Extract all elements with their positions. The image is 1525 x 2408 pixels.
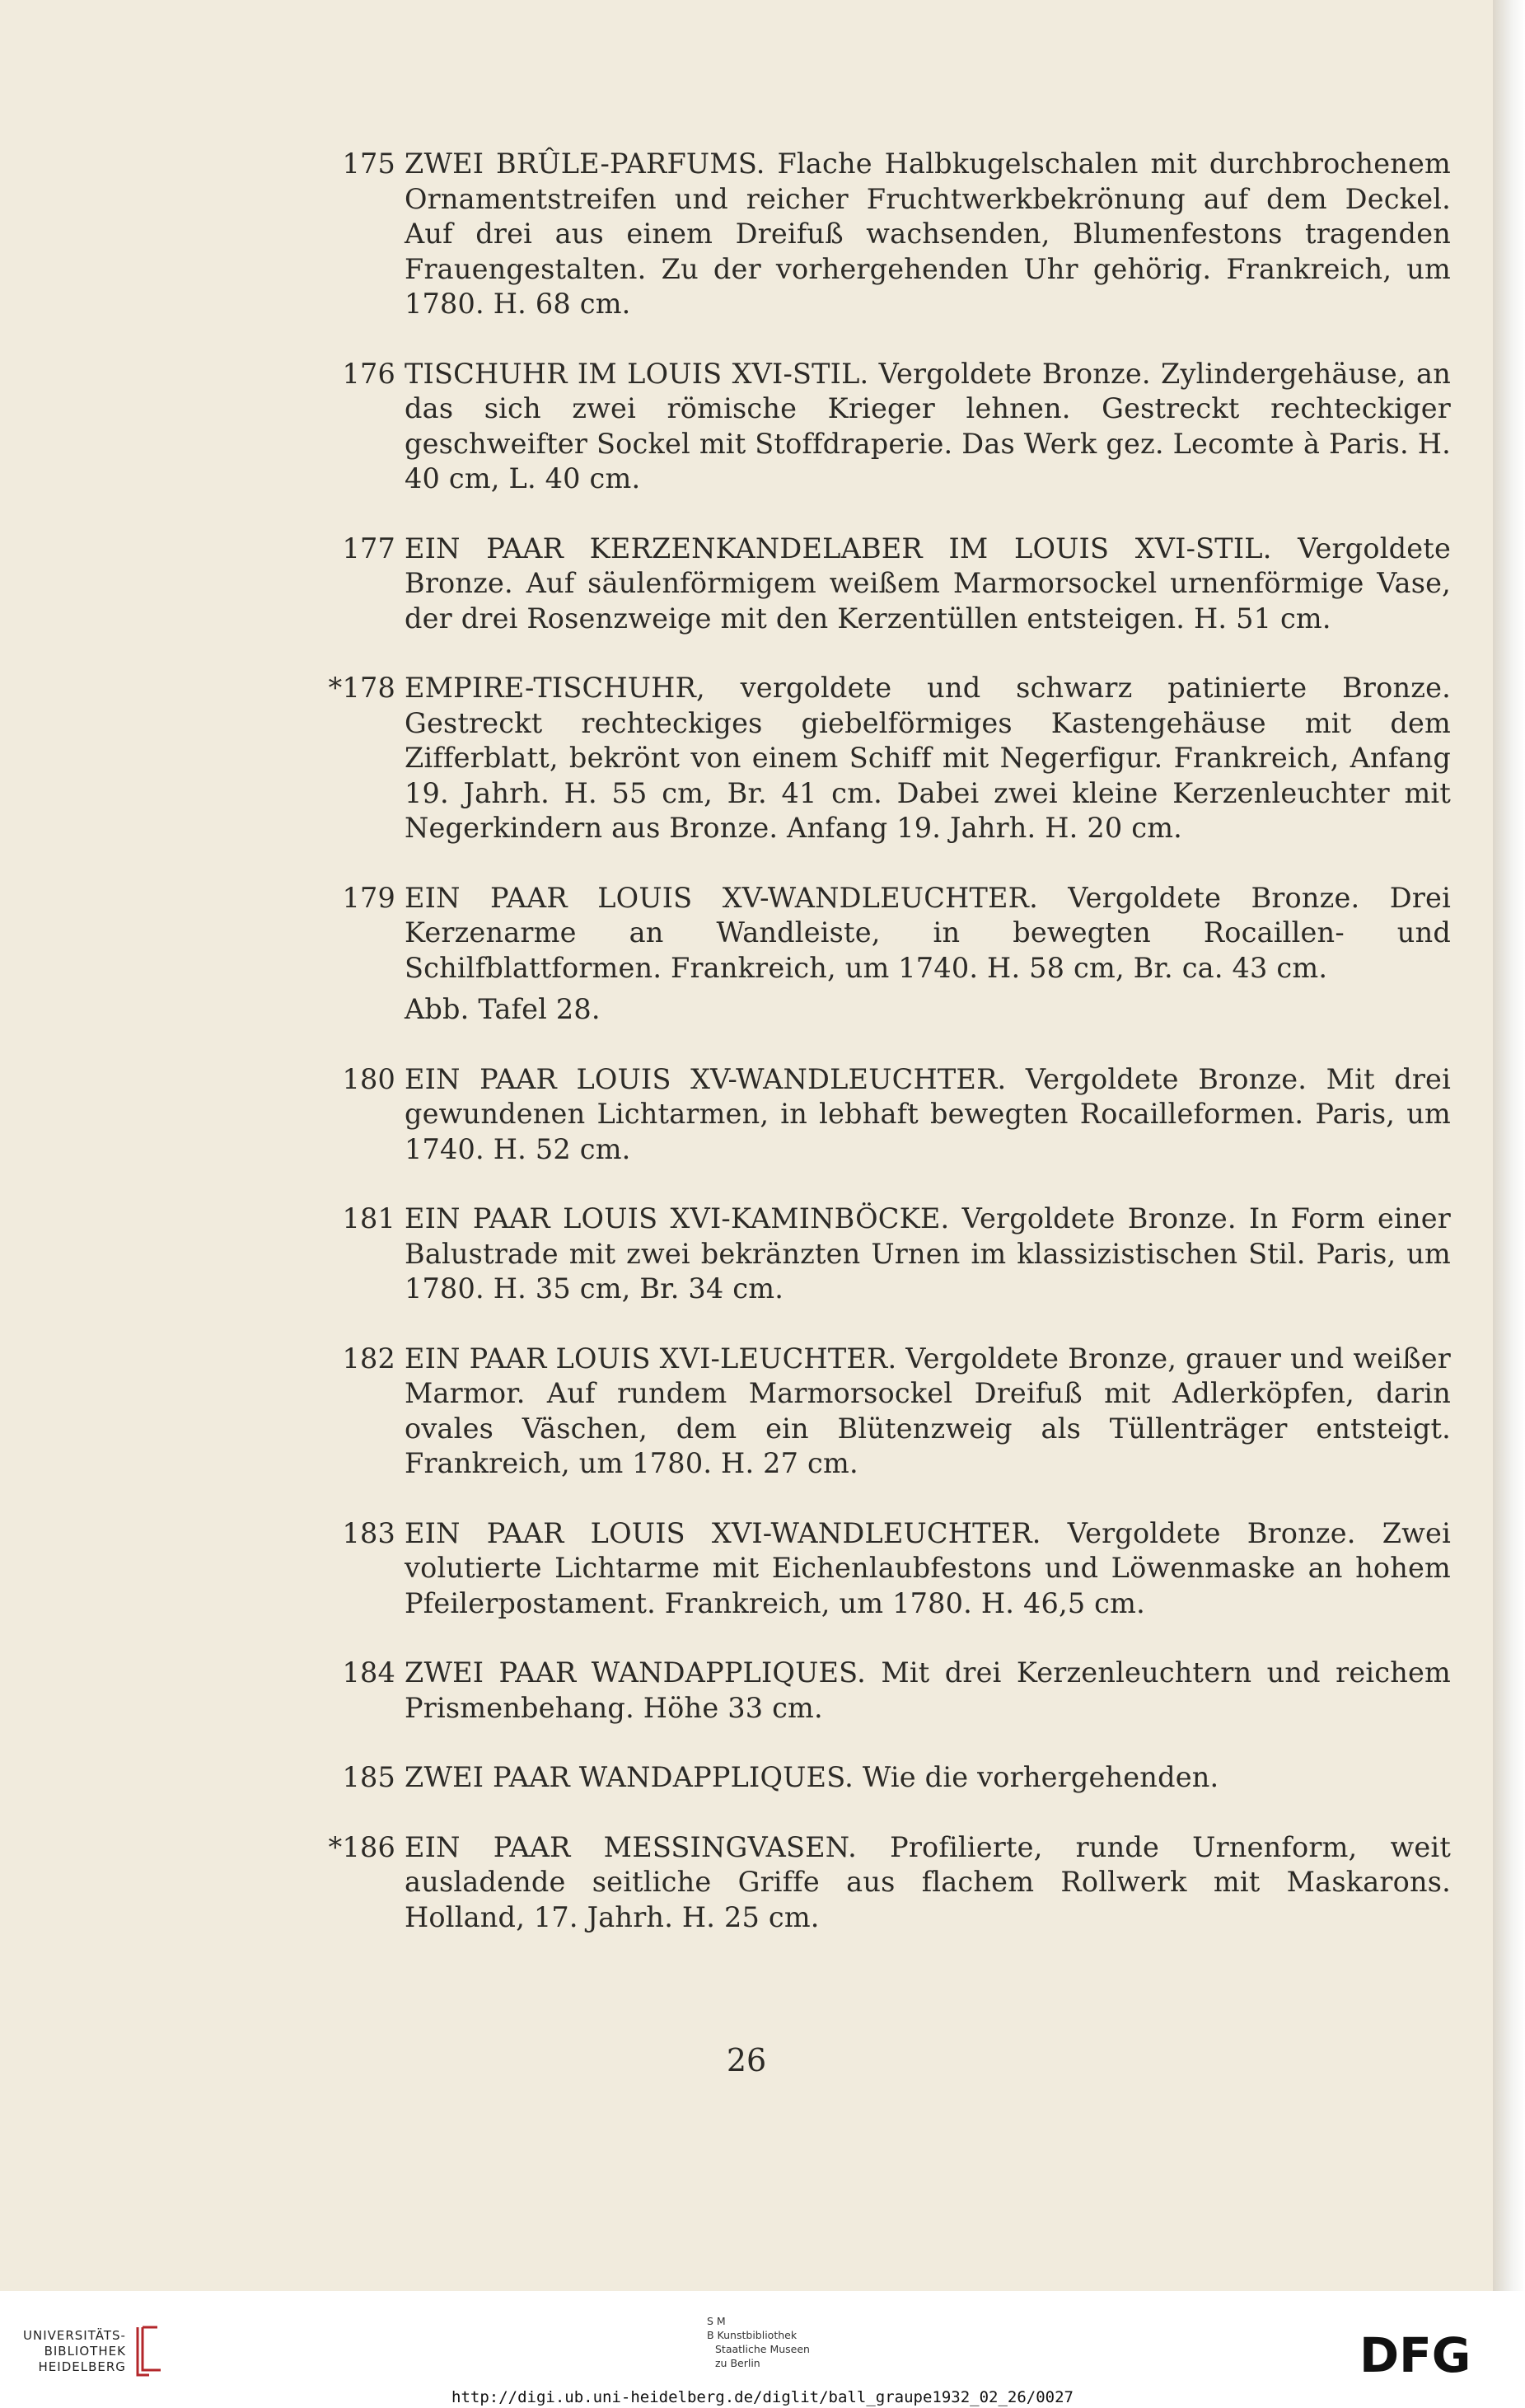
lot-number: 177 (342, 532, 395, 565)
page-number: 26 (726, 2042, 767, 2078)
lot-number: 180 (342, 1062, 395, 1095)
lot-description: EIN PAAR MESSINGVASEN. Profilierte, runde Urnenform, weit ausladende seitliche Griffe aus flachem Rollwerk mit Maskarons. Holland, 17. Jahrh. H. 25 cm. (405, 1830, 1451, 1933)
catalogue-entry (0, 1656, 1493, 1726)
page-edge (1493, 0, 1525, 2291)
catalogue-entry (0, 1760, 1493, 1796)
lot-number: 183 (342, 1516, 395, 1549)
kunstbibliothek-logo[interactable]: S M B Kunstbibliothek Staatliche Museen zu Berlin (707, 2315, 810, 2369)
lot-description: ZWEI PAAR WANDAPPLIQUES. Mit drei Kerzenleuchtern und reichem Prismenbehang. Höhe 33 cm. (405, 1656, 1451, 1724)
permalink-url[interactable]: http://digi.ub.uni-heidelberg.de/diglit/ball_graupe1932_02_26/0027 (451, 2388, 1074, 2406)
catalogue-entry (0, 147, 1493, 322)
catalogue-entry (0, 1830, 1493, 1936)
lot-description: ZWEI BRÛLE-PARFUMS. Flache Halbkugelschalen mit durchbrochenem Ornamentstreifen und reicher Fruchtwerkbekrönung auf dem Deckel. Auf drei aus einem Dreifuß wachsenden, Blumenfestons tragenden Frauengestalten. Zu der vorhergehenden Uhr gehörig. Frankreich, um 1780. H. 68 cm. (405, 148, 1451, 320)
lot-number: 184 (342, 1656, 395, 1689)
lot-description: EMPIRE-TISCHUHR, vergoldete und schwarz patinierte Bronze. Gestreckt rechteckiges giebelförmiges Kastengehäuse mit dem Zifferblatt, bekrönt von einem Schiff mit Negerfigur. Frankreich, Anfang 19. Jahrh. H. 55 cm, Br. 41 cm. Dabei zwei kleine Kerzenleuchter mit Negerkindern aus Bronze. Anfang 19. Jahrh. H. 20 cm. (405, 672, 1451, 844)
lot-description: EIN PAAR LOUIS XVI-WANDLEUCHTER. Vergoldete Bronze. Zwei volutierte Lichtarme mit Eichenlaubfestons und Löwenmaske an hohem Pfeilerpostament. Frankreich, um 1780. H. 46,5 cm. (405, 1516, 1451, 1619)
lot-number: 182 (342, 1342, 395, 1375)
catalogue-entry (0, 1202, 1493, 1307)
lot-description: TISCHUHR IM LOUIS XVI-STIL. Vergoldete Bronze. Zylindergehäuse, an das sich zwei römische Krieger lehnen. Gestreckt rechteckiger geschweifter Sockel mit Stoffdraperie. Das Werk gez. Lecomte à Paris. H. 40 cm, L. 40 cm. (405, 357, 1451, 494)
lot-description: EIN PAAR LOUIS XVI-KAMINBÖCKE. Vergoldete Bronze. In Form einer Balustrade mit zwei bekränzten Urnen im klassizistischen Stil. Paris, um 1780. H. 35 cm, Br. 34 cm. (405, 1202, 1451, 1305)
lot-number: 185 (342, 1761, 395, 1793)
lot-description: ZWEI PAAR WANDAPPLIQUES. Wie die vorhergehenden. (405, 1761, 1219, 1793)
catalogue-entry (0, 532, 1493, 637)
catalogue-entry (0, 881, 1493, 1028)
catalogue-entry (0, 1342, 1493, 1482)
catalogue-entry (0, 357, 1493, 497)
catalogue-entries (0, 147, 1493, 1970)
lot-number: 176 (342, 357, 395, 390)
lot-description: EIN PAAR LOUIS XV-WANDLEUCHTER. Vergoldete Bronze. Drei Kerzenarme an Wandleiste, in bewegten Rocaillen- und Schilfblattformen. Frankreich, um 1740. H. 58 cm, Br. ca. 43 cm. (405, 881, 1451, 984)
catalogue-entry (0, 671, 1493, 846)
lot-description: EIN PAAR LOUIS XVI-LEUCHTER. Vergoldete Bronze, grauer und weißer Marmor. Auf rundem Marmorsockel Dreifuß mit Adlerköpfen, darin ovales Väschen, dem ein Blütenzweig als Tüllenträger entsteigt. Frankreich, um 1780. H. 27 cm. (405, 1342, 1451, 1479)
lot-number: *178 (328, 672, 395, 704)
catalogue-entry (0, 1062, 1493, 1168)
lot-illustration-note: Abb. Tafel 28. (405, 993, 601, 1025)
lot-description: EIN PAAR LOUIS XV-WANDLEUCHTER. Vergoldete Bronze. Mit drei gewundenen Lichtarmen, in lebhaft bewegten Rocailleformen. Paris, um 1740. H. 52 cm. (405, 1062, 1451, 1165)
lot-number: *186 (328, 1830, 395, 1863)
lot-description: EIN PAAR KERZENKANDELABER IM LOUIS XVI-STIL. Vergoldete Bronze. Auf säulenförmigem weißem Marmorsockel urnenförmige Vase, der drei Rosenzweige mit den Kerzentüllen entsteigen. H. 51 cm. (405, 532, 1451, 635)
university-library-logo[interactable] (23, 2324, 166, 2378)
dfg-logo[interactable] (1359, 2331, 1508, 2380)
university-library-name: UNIVERSITÄTS- BIBLIOTHEK HEIDELBERG (23, 2327, 126, 2374)
lot-number: 175 (342, 148, 395, 180)
viewer-footer (0, 2291, 1525, 2408)
svg-text:DFG: DFG (1359, 2331, 1471, 2380)
lot-number: 179 (342, 881, 395, 914)
catalogue-entry (0, 1516, 1493, 1622)
library-emblem-icon (133, 2324, 166, 2378)
lot-number: 181 (342, 1202, 395, 1234)
